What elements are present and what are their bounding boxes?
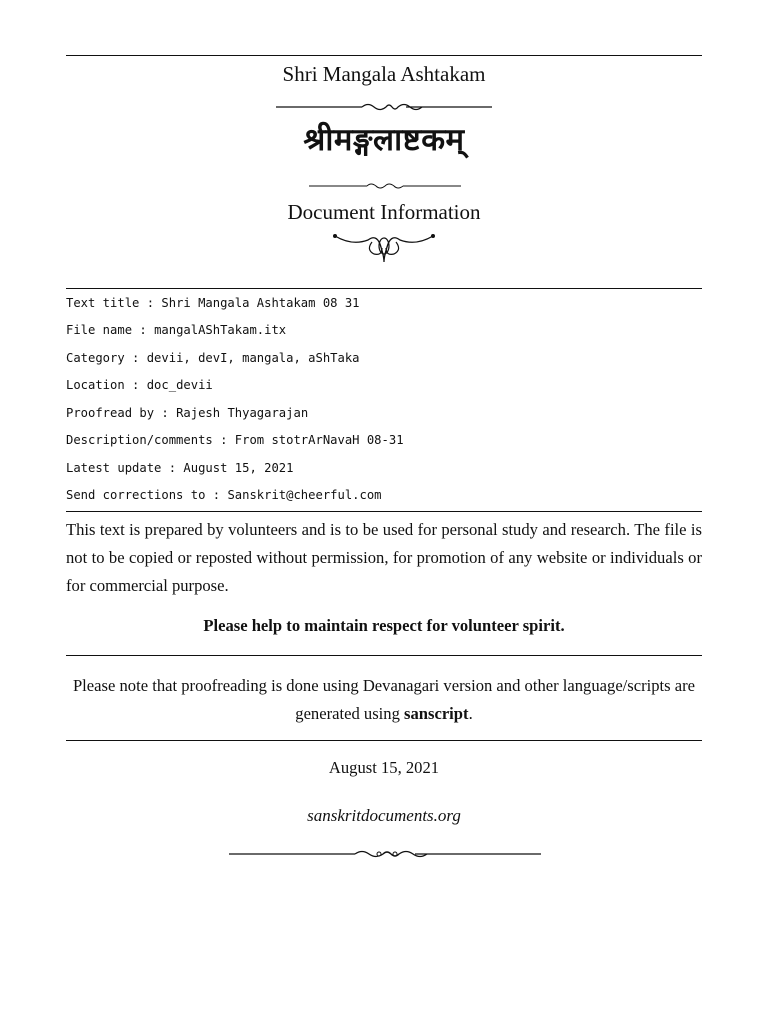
info-key: Latest update xyxy=(66,461,162,475)
info-value: Rajesh Thyagarajan xyxy=(176,406,309,420)
info-row-proofread-by: Proofread by : Rajesh Thyagarajan xyxy=(66,406,309,420)
info-row-text-title: Text title : Shri Mangala Ashtakam 08 31 xyxy=(66,296,360,310)
info-key: Location xyxy=(66,378,125,392)
scroll-ornament xyxy=(332,226,436,266)
notice-rule xyxy=(66,655,702,656)
top-rule xyxy=(66,55,702,56)
site-name: sanskritdocuments.org xyxy=(307,806,461,825)
info-bottom-rule xyxy=(66,511,702,512)
flourish-ornament-2 xyxy=(309,181,461,191)
info-row-send-corrections: Send corrections to : Sanskrit@cheerful.com xyxy=(66,488,382,502)
note-bottom-rule xyxy=(66,740,702,741)
info-value: doc_devii xyxy=(146,378,213,392)
proofreading-note-end: . xyxy=(468,704,473,723)
info-row-latest-update: Latest update : August 15, 2021 xyxy=(66,461,294,475)
info-top-rule xyxy=(66,288,702,289)
document-date: August 15, 2021 xyxy=(328,758,440,777)
flourish-ornament-1 xyxy=(276,100,492,114)
info-row-file-name: File name : mangalAShTakam.itx xyxy=(66,323,287,337)
devanagari-title: श्रीमङ्गलाष्टकम् xyxy=(303,122,465,158)
info-key: Text title xyxy=(66,296,140,310)
footer-flourish-ornament xyxy=(229,847,541,861)
info-row-location: Location : doc_devii xyxy=(66,378,213,392)
section-title: Document Information xyxy=(287,200,481,224)
document-page xyxy=(66,0,702,1024)
info-key: Category xyxy=(66,351,125,365)
proofreading-note-text: Please note that proofreading is done using Devanagari version and other language/scripts are generated using xyxy=(72,676,696,723)
info-key: File name xyxy=(66,323,133,337)
info-value: Sanskrit@cheerful.com xyxy=(227,488,382,502)
proofreading-note xyxy=(66,672,702,728)
page-title: Shri Mangala Ashtakam xyxy=(282,62,486,86)
sanscript-term: sanscript xyxy=(404,704,469,723)
info-key: Proofread by xyxy=(66,406,155,420)
info-value: Shri Mangala Ashtakam 08 31 xyxy=(161,296,360,310)
info-value: From stotrArNavaH 08-31 xyxy=(234,433,404,447)
info-row-category: Category : devii, devI, mangala, aShTaka xyxy=(66,351,360,365)
volunteer-notice-paragraph: This text is prepared by volunteers and is to be used for personal study and research. The file is not to be copied or reposted without permission, for promotion of any website or individuals or for commercial purpose. xyxy=(66,520,702,595)
volunteer-spirit-note: Please help to maintain respect for volunteer spirit. xyxy=(203,616,565,635)
info-value: August 15, 2021 xyxy=(183,461,294,475)
info-row-description: Description/comments : From stotrArNavaH 08-31 xyxy=(66,433,404,447)
info-key: Send corrections to xyxy=(66,488,206,502)
info-key: Description/comments xyxy=(66,433,213,447)
info-value: devii, devI, mangala, aShTaka xyxy=(146,351,360,365)
info-value: mangalAShTakam.itx xyxy=(154,323,287,337)
